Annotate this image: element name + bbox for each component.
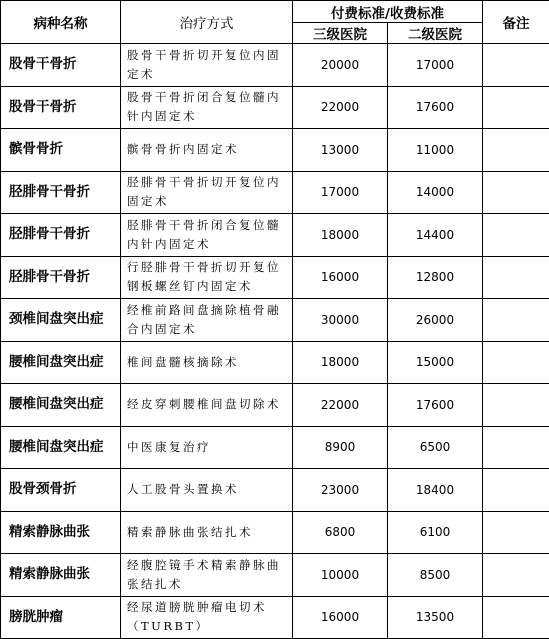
treatment-cell: 经腹腔镜手术精索静脉曲张结扎术 — [121, 554, 293, 597]
disease-cell: 胫腓骨干骨折 — [1, 171, 121, 214]
table-row — [1, 596, 549, 639]
level3-fee-cell: 10000 — [293, 554, 388, 597]
level2-fee-cell: 17600 — [388, 86, 483, 129]
level2-fee-cell: 6100 — [388, 511, 483, 554]
treatment-cell: 经尿道膀胱肿瘤电切术（TURBT） — [121, 596, 293, 639]
disease-cell: 膀胱肿瘤 — [1, 596, 121, 639]
disease-name-header: 病种名称 — [1, 1, 121, 44]
disease-cell: 胫腓骨干骨折 — [1, 214, 121, 257]
disease-cell: 髌骨骨折 — [1, 129, 121, 172]
disease-cell: 腰椎间盘突出症 — [1, 384, 121, 427]
remark-cell — [483, 129, 549, 172]
remark-cell — [483, 554, 549, 597]
remark-cell — [483, 469, 549, 512]
level2-fee-cell: 14000 — [388, 171, 483, 214]
table-row — [1, 384, 549, 427]
remark-cell — [483, 171, 549, 214]
disease-cell: 精索静脉曲张 — [1, 554, 121, 597]
treatment-cell: 精索静脉曲张结扎术 — [121, 511, 293, 554]
table-row — [1, 214, 549, 257]
disease-cell: 颈椎间盘突出症 — [1, 299, 121, 342]
level2-fee-cell: 14400 — [388, 214, 483, 257]
level3-fee-cell: 18000 — [293, 214, 388, 257]
table-row — [1, 469, 549, 512]
treatment-cell: 胫腓骨干骨折闭合复位髓内针内固定术 — [121, 214, 293, 257]
table-row — [1, 426, 549, 469]
disease-cell: 胫腓骨干骨折 — [1, 256, 121, 299]
disease-cell: 腰椎间盘突出症 — [1, 426, 121, 469]
level2-fee-cell: 17000 — [388, 44, 483, 87]
level3-fee-cell: 13000 — [293, 129, 388, 172]
treatment-cell: 股骨干骨折切开复位内固定术 — [121, 44, 293, 87]
level2-fee-cell: 17600 — [388, 384, 483, 427]
level2-fee-cell: 18400 — [388, 469, 483, 512]
level3-fee-cell: 18000 — [293, 341, 388, 384]
level2-fee-cell: 8500 — [388, 554, 483, 597]
level2-fee-cell: 13500 — [388, 596, 483, 639]
level3-fee-cell: 22000 — [293, 384, 388, 427]
remark-cell — [483, 256, 549, 299]
remark-cell — [483, 44, 549, 87]
treatment-cell: 中医康复治疗 — [121, 426, 293, 469]
level3-fee-cell: 8900 — [293, 426, 388, 469]
disease-cell: 股骨干骨折 — [1, 44, 121, 87]
remark-cell — [483, 86, 549, 129]
remark-cell — [483, 299, 549, 342]
treatment-cell: 椎间盘髓核摘除术 — [121, 341, 293, 384]
level3-fee-cell: 16000 — [293, 256, 388, 299]
fee-standard-header: 付费标准/收费标准 — [293, 1, 483, 23]
level2-fee-cell: 15000 — [388, 341, 483, 384]
table-row — [1, 86, 549, 129]
level2-fee-cell: 26000 — [388, 299, 483, 342]
level3-fee-cell: 6800 — [293, 511, 388, 554]
remark-header: 备注 — [483, 1, 549, 44]
level3-fee-cell: 20000 — [293, 44, 388, 87]
treatment-cell: 经椎前路间盘摘除植骨融合内固定术 — [121, 299, 293, 342]
level3-fee-cell: 23000 — [293, 469, 388, 512]
table-row — [1, 171, 549, 214]
level2-fee-cell: 11000 — [388, 129, 483, 172]
level3-hospital-header: 三级医院 — [293, 23, 388, 44]
header-row — [1, 1, 549, 23]
remark-cell — [483, 341, 549, 384]
level3-fee-cell: 22000 — [293, 86, 388, 129]
disease-cell: 股骨颈骨折 — [1, 469, 121, 512]
treatment-method-header: 治疗方式 — [121, 1, 293, 44]
treatment-cell: 髌骨骨折内固定术 — [121, 129, 293, 172]
table-row — [1, 511, 549, 554]
table-row — [1, 299, 549, 342]
level3-fee-cell: 17000 — [293, 171, 388, 214]
table-row — [1, 341, 549, 384]
table-row — [1, 256, 549, 299]
level2-fee-cell: 6500 — [388, 426, 483, 469]
remark-cell — [483, 511, 549, 554]
table-body — [1, 44, 549, 639]
disease-cell: 股骨干骨折 — [1, 86, 121, 129]
level2-fee-cell: 12800 — [388, 256, 483, 299]
level3-fee-cell: 30000 — [293, 299, 388, 342]
treatment-cell: 胫腓骨干骨折切开复位内固定术 — [121, 171, 293, 214]
level3-fee-cell: 16000 — [293, 596, 388, 639]
level2-hospital-header: 二级医院 — [388, 23, 483, 44]
remark-cell — [483, 384, 549, 427]
disease-cell: 精索静脉曲张 — [1, 511, 121, 554]
disease-cell: 腰椎间盘突出症 — [1, 341, 121, 384]
table-row — [1, 554, 549, 597]
table-row — [1, 44, 549, 87]
treatment-cell: 经皮穿刺腰椎间盘切除术 — [121, 384, 293, 427]
remark-cell — [483, 426, 549, 469]
remark-cell — [483, 596, 549, 639]
table-row — [1, 129, 549, 172]
remark-cell — [483, 214, 549, 257]
treatment-cell: 股骨干骨折闭合复位髓内针内固定术 — [121, 86, 293, 129]
treatment-cell: 人工股骨头置换术 — [121, 469, 293, 512]
treatment-cell: 行胫腓骨干骨折切开复位钢板螺丝钉内固定术 — [121, 256, 293, 299]
